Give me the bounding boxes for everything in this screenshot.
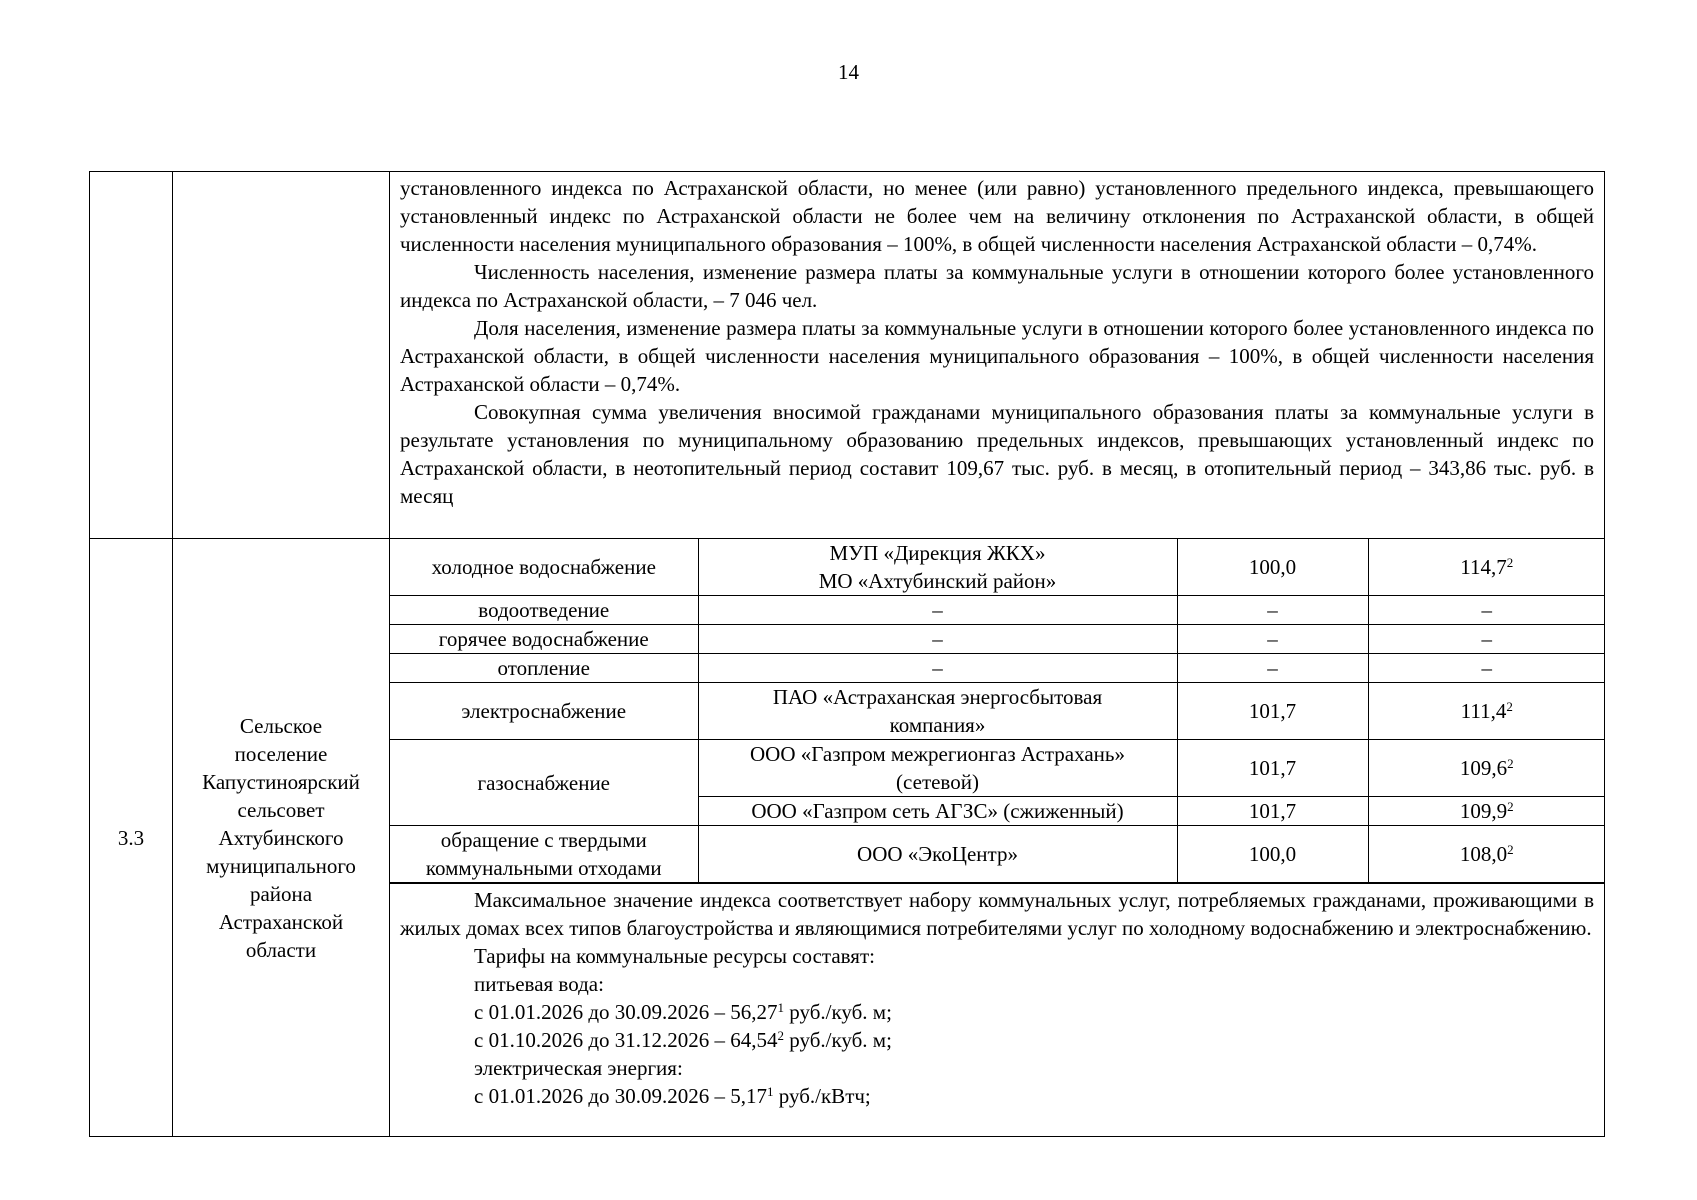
service-name: электроснабжение (390, 683, 698, 740)
provider: ООО «Газпром сеть АГЗС» (сжиженный) (698, 797, 1177, 826)
services-table (390, 539, 1605, 883)
provider-line: МУП «Дирекция ЖКХ» (829, 541, 1046, 565)
footnote-mark: 2 (1506, 555, 1514, 570)
name-line: области (245, 937, 317, 962)
provider-line: ООО «Газпром межрегионгаз Астрахань» (750, 742, 1125, 766)
service-name: отопление (390, 654, 698, 683)
name-line: Ахтубинского (218, 825, 344, 850)
service-name: холодное водоснабжение (390, 539, 698, 596)
max-index-value: 109,9$^2$ (1368, 797, 1605, 826)
provider-line: ПАО «Астраханская энергосбытовая (772, 685, 1103, 709)
service-row (390, 740, 1605, 797)
water-label: питьевая вода: (474, 972, 604, 996)
table-row-3-3 (90, 539, 1605, 884)
provider: ООО «ЭкоЦентр» (698, 826, 1177, 883)
main-table (89, 171, 1605, 1137)
paragraph: Численность населения, изменение размера платы за коммунальные услуги в отношении которого более установленного индекса по Астраханской области, – 7 046 чел. (400, 260, 1594, 312)
provider (698, 740, 1177, 797)
service-row (390, 539, 1605, 596)
service-name: водоотведение (390, 596, 698, 625)
provider: – (698, 654, 1177, 683)
tariff-line: с 01.01.2026 до 30.09.2026 – 5,17$^1$ руб./кВтч; (474, 1084, 871, 1108)
index-value: 100,0 (1177, 539, 1368, 596)
page-number: 14 (838, 60, 859, 84)
service-row (390, 596, 1605, 625)
prev-text-cell (390, 172, 1605, 539)
name-line: Астраханской (218, 909, 344, 934)
name-line: муниципального (206, 853, 356, 878)
services-cell (390, 539, 1605, 884)
max-index-value: – (1368, 596, 1605, 625)
service-row (390, 683, 1605, 740)
prev-number-cell (90, 172, 173, 539)
name-line: Капустиноярский (202, 769, 360, 794)
tariff-line: с 01.01.2026 до 30.09.2026 – 56,27$^1$ руб./куб. м; (474, 1000, 892, 1024)
footnote-mark: 2 (777, 1028, 785, 1043)
provider-line: (сетевой) (896, 770, 979, 794)
max-index-value: 111,4$^2$ (1368, 683, 1605, 740)
tariffs-text-cell (390, 884, 1605, 1137)
service-name: газоснабжение (390, 740, 698, 826)
max-index-value: 108,0$^2$ (1368, 826, 1605, 883)
max-index-value: – (1368, 654, 1605, 683)
provider-line: МО «Ахтубинский район» (818, 569, 1057, 593)
tariff-line: с 01.10.2026 до 31.12.2026 – 64,54$^2$ руб./куб. м; (474, 1028, 892, 1052)
provider: – (698, 596, 1177, 625)
footnote-mark: 2 (1507, 842, 1514, 857)
energy-label: электрическая энергия: (474, 1056, 683, 1080)
paragraph: Доля населения, изменение размера платы за коммунальные услуги в отношении которого более установленного индекса по Астраханской области, в общей численности населения муниципального образования – 100%, в общей численности населения Астраханской области – 0,74%. (400, 316, 1594, 396)
paragraph: Совокупная сумма увеличения вносимой гражданами муниципального образования платы за коммунальные услуги в результате установления по муниципальному образованию предельных индексов, превышающих установленный индекс по Астраханской области, в неотопительный период составит 109,67 тыс. руб. в месяц, в отопительный период – 343,86 тыс. руб. в месяц (400, 400, 1594, 508)
row-number: 3.3 (90, 539, 173, 1137)
footnote-mark: 2 (1507, 756, 1514, 771)
provider: – (698, 625, 1177, 654)
index-value: – (1177, 596, 1368, 625)
footnote-mark: 1 (767, 1084, 774, 1099)
footnote-mark: 2 (1506, 699, 1513, 714)
index-value: – (1177, 654, 1368, 683)
name-line: Сельское (239, 713, 323, 738)
index-value: 101,7 (1177, 740, 1368, 797)
paragraph: Максимальное значение индекса соответствует набору коммунальных услуг, потребляемых гражданами, проживающими в жилых домах всех типов благоустройства и являющимися потребителями услуг по холодному водоснабжению и электроснабжению. (400, 888, 1594, 940)
index-value: 100,0 (1177, 826, 1368, 883)
municipality-name (173, 539, 390, 1137)
name-line: района (249, 881, 313, 906)
index-value: – (1177, 625, 1368, 654)
service-row (390, 654, 1605, 683)
name-line: сельсовет (237, 797, 325, 822)
max-index-value: – (1368, 625, 1605, 654)
paragraph: установленного индекса по Астраханской области, но менее (или равно) установленного предельного индекса, превышающего установленный индекс по Астраханской области не более чем на величину отклонения по Астраханской области, в общей численности населения муниципального образования – 100%, в общей численности населения Астраханской области – 0,74%. (400, 176, 1594, 256)
max-index-value: 114,7$^2$ (1368, 539, 1605, 596)
tariffs-heading: Тарифы на коммунальные ресурсы составят: (474, 944, 875, 968)
footnote-mark: 2 (1507, 799, 1514, 814)
service-row (390, 826, 1605, 883)
table-row-prev (90, 172, 1605, 539)
service-name: горячее водоснабжение (390, 625, 698, 654)
prev-name-cell (173, 172, 390, 539)
service-name: обращение с твердыми коммунальными отходами (390, 826, 698, 883)
name-line: поселение (234, 741, 328, 766)
index-value: 101,7 (1177, 797, 1368, 826)
service-row (390, 625, 1605, 654)
provider (698, 539, 1177, 596)
index-value: 101,7 (1177, 683, 1368, 740)
max-index-value: 109,6$^2$ (1368, 740, 1605, 797)
provider-line: компания» (889, 713, 986, 737)
footnote-mark: 1 (777, 1000, 785, 1015)
provider (698, 683, 1177, 740)
